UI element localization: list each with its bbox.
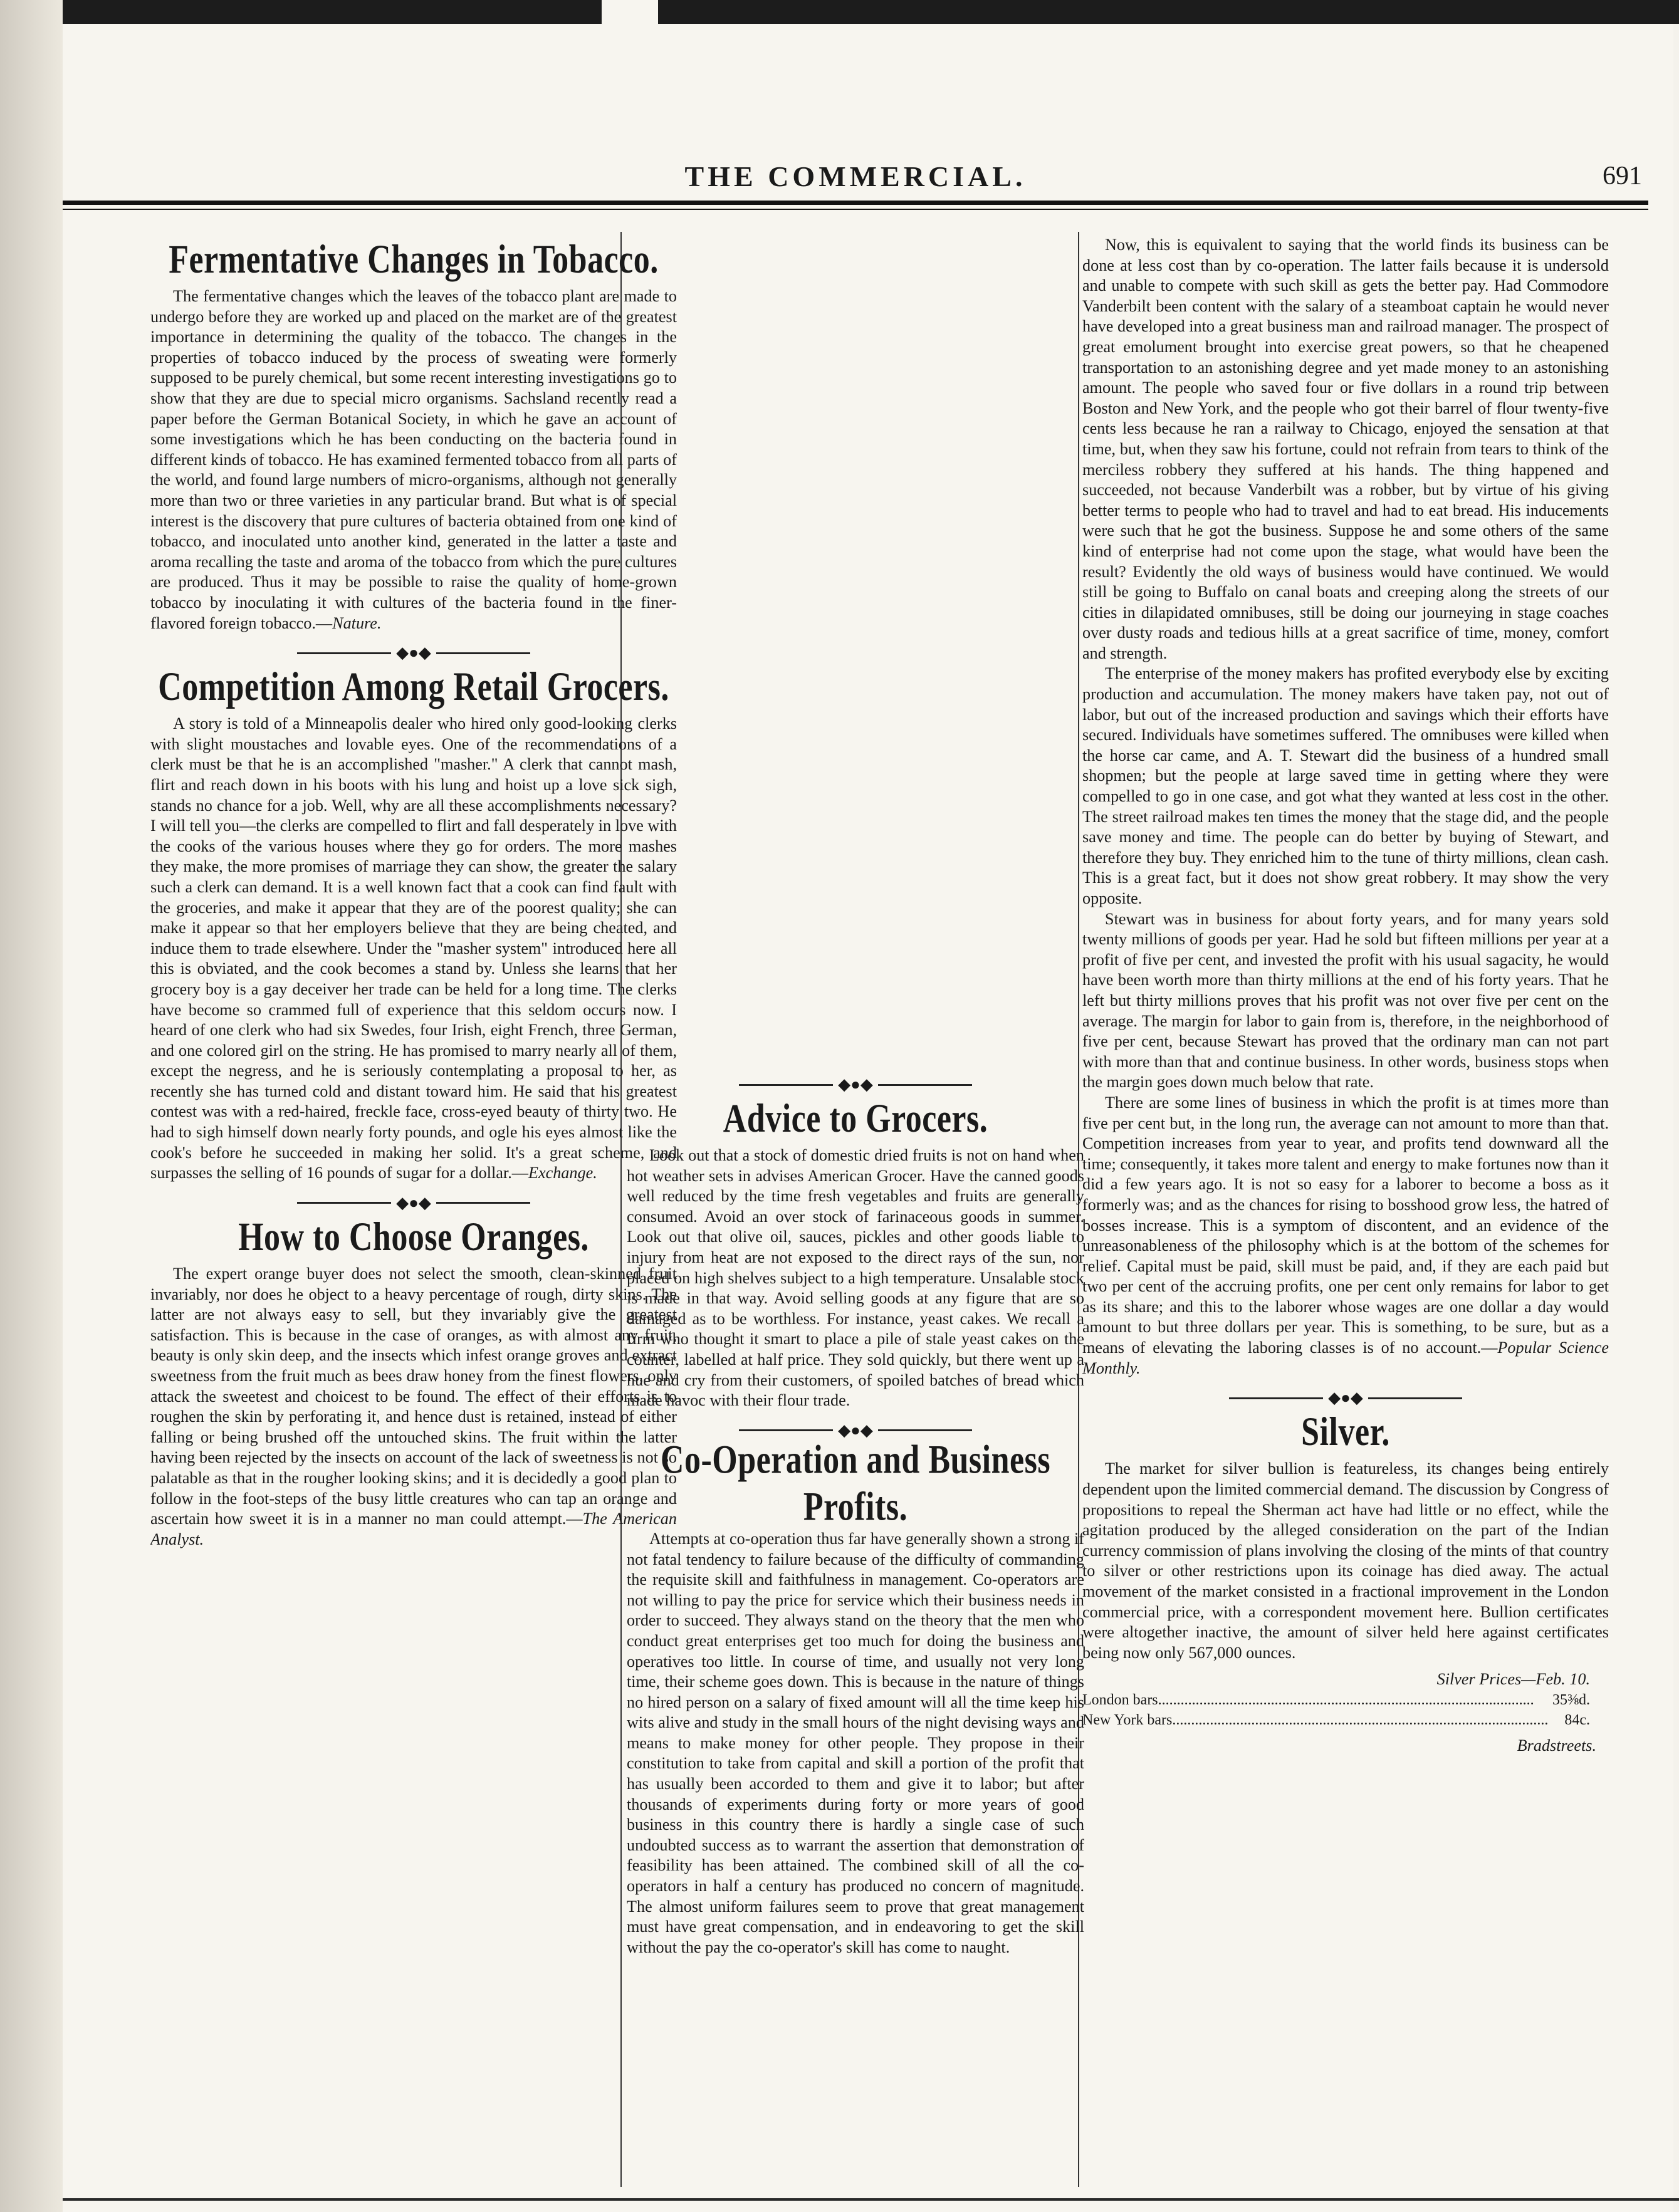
header-rule: [63, 201, 1648, 205]
column-1: [150, 235, 677, 2190]
article-title: Advice to Grocers.: [723, 1096, 988, 1142]
article-paragraph: Now, this is equivalent to saying that the world finds its business can be done at less cost than by co-operation. The latter fails because it is undersold and unable to compete with such skill as gets the better pay. Had Commodore Vanderbilt been content with the salary of a steamboat captain he would never have developed into a great business man and railroad manager. The prospect of great emolument brought into exercise great powers, so that he cheapened transportation to an astonishing degree and yet made money to an astonishing amount. The people who saved four or five dollars in a round trip between Boston and New York, and the people who got their barrel of flour twenty-five cents less because he ran a railway to Chicago, enjoyed the sensation at that time, but, when they saw his fortune, could not refrain from tears to think of the merciless robbery they suffered at his hands. The thing happened and succeeded, not because Vanderbilt was a robber, but by virtue of his giving better terms to people who had to travel and had to eat bread. His inducements were such that he got the business. Suppose he and some others of the same kind of enterprise had not come upon the stage, what would have been the result? Evidently the old ways of business would have continued. We would still be going to Buffalo on canal boats and creeping along the streets of our cities in dilapidated omnibuses, still be doing our journeying in stage coaches over dusty roads and tedious hills at a great sacrifice of time, money, comfort and strength.: [1082, 236, 1609, 662]
article-paragraph: The expert orange buyer does not select the smooth, clean-skinned fruit invariably, nor does he object to a heavy percentage of rough, dirty skins. The latter are not always easy to sell, but they invariably give the greatest satisfaction. This is because in the case of oranges, as with almost any fruit, beauty is only skin deep, and the insects which infest orange groves and extract sweetness from the fruit much as bees draw honey from the finest flowers, only attack the sweetest and choicest to be found. The effect of their efforts is to roughen the skin by perforating it, and hence dust is retained, instead of either falling or being brushed off the untouched skins. The fruit within the latter having been rejected by the insects on account of the lack of sweetness is not so palatable as that in the rougher looking skins; and it is decidedly a good plan to follow in the foot-steps of the busy little creatures who can tap an orange and ascertain how sweet it is in a manner no man could attempt.—The American Analyst.: [150, 1264, 677, 1548]
article-paragraph: The fermentative changes which the leaves of the tobacco plant are made to undergo before they are worked up and placed on the market are of the greatest importance in determining the quality of the tobacco. The changes in the properties of tobacco induced by the process of sweating were formerly supposed to be purely chemical, but some recent interesting investigations go to show that they are due to special micro organisms. Sachsland recently read a paper before the German Botanical Society, in which he gave an account of some investigations which he has been conducting on the bacteria found in different kinds of tobacco. He has examined fermented tobacco from all parts of the world, and found large numbers of micro-organisms, although not generally more than two or three varieties in any particular brand. But what is of special interest is the discovery that pure cultures of bacteria obtained from one kind of tobacco, and inoculated unto another kind, generated in the latter a taste and aroma recalling the taste and aroma of the tobacco from which the pure cultures are produced. Thus it may be possible to raise the quality of home-grown tobacco by inoculating it with cultures of the bacteria found in the finer-flavored foreign tobacco.—Nature.: [150, 287, 677, 632]
silver-prices: [1082, 1669, 1609, 1756]
article-paragraph: A story is told of a Minneapolis dealer who hired only good-looking clerks with slight moustaches and lovable eyes. One of the recommendations of a clerk must be that he is an accomplished "masher." A clerk that cannot mash, flirt and reach down in his boots with his lung and hoist up a love sick sigh, stands no chance for a job. Well, why are all these accomplishments necessary? I will tell you—the clerks are compelled to flirt and fall desperately in love with the cooks of the various houses where they go for orders. The more mashes they make, the more promises of marriage they can show, the greater the salary such a clerk can demand. It is a well known fact that a cook can find fault with the groceries, and make it appear that they are of the poorest quality; she can make it appear so that her employers believe that they are being cheated, and induce them to trade elsewhere. Under the "masher system" introduced here all this is obviated, and the cook becomes a stand by. Unless she learns that her grocery boy is a gay deceiver her trade can be held for a long time. The clerks have become so crammed full of experience that this seldom occurs now. I heard of one clerk who had six Swedes, four Irish, eight French, three German, and one colored girl on the string. He has promised to marry nearly all of them, except the negress, and he is seriously contemplating a proposal to her, as recently she has turned cold and distant toward him. He said that his greatest contest was with a red-haired, freckle face, cross-eyed beauty of thirty two. He had to sigh himself down nearly forty pounds, and ogle his eyes almost like the cook's before he succeeded in making her solid. It's a great scheme, and surpasses the selling of 16 pounds of sugar for a dollar.—Exchange.: [150, 714, 677, 1182]
section-ornament: ◆●◆: [1082, 1387, 1609, 1407]
article-source: Popular Science Monthly.: [1082, 1338, 1609, 1377]
prices-title: Silver Prices—Feb. 10.: [1436, 1670, 1590, 1689]
price-row: London bars .................................................................................................... 35⅜d.: [1082, 1691, 1590, 1708]
scan-bottom-border: [63, 2198, 1679, 2201]
masthead: THE COMMERCIAL.: [684, 160, 1027, 192]
column-2: [627, 1065, 1084, 2193]
article-paragraph: The enterprise of the money makers has profited everybody else by exciting production and accumulation. The money makers have taken pay, not out of labor, but out of the increased production and savings which their efforts have secured. Individuals have sometimes suffered. The omnibuses were killed when the horse car came, and A. T. Stewart did the business of a hundred small shopmen; but the people at large saved time in getting where they were compelled to go in one case, and got what they wanted at less cost in the other. The street railroad makes ten times the money that the stage did, and the people save money and time. The people can do better by buying of Stewart, and therefore they buy. They enriched him to the tune of thirty millions, clean cash. This is a great fact, but it does not show great robbery. It may show the very opposite.: [1082, 664, 1609, 907]
section-ornament: ◆●◆: [627, 1074, 1084, 1094]
article-paragraph: Attempts at co-operation thus far have generally shown a strong if not fatal tendency to failure because of the difficulty of commanding the requisite skill and faithfulness in management. Co-operators are not willing to pay the price for service which their business needs in order to succeed. They always stand on the theory that the men who conduct great enterprises get too much for doing the business and operatives too little. In course of time, and usually not very long time, their scheme goes down. This is because in the nature of things no hired person on a salary of fixed amount will all the time keep his wits alive and study in the small hours of the night devising ways and means to make money for other people. They propose in their constitution to take from capital and skill a portion of the profit that has usually been accorded to them and give it to labor; but after thousands of experiments during forty or more years of good business in this country there is hardly a single case of such undoubted success as to warrant the assertion that demonstration of feasibility has been attained. The combined skill of all the co-operators in half a century has produced no concern of magnitude. The almost uniform failures seem to prove that great management must have great compensation, and in endeavoring to get the skill without the pay the co-operator's skill has come to naught.: [627, 1529, 1084, 1956]
article-title: Fermentative Changes in Tobacco.: [169, 237, 659, 282]
article-source: Bradstreets.: [1517, 1736, 1596, 1755]
scan-top-border: [63, 0, 1679, 24]
section-ornament: ◆●◆: [627, 1420, 1084, 1440]
article-source: The American Analyst.: [150, 1510, 677, 1548]
article-title: How to Choose Oranges.: [238, 1214, 589, 1260]
page-number: 691: [1603, 162, 1642, 190]
article-title: Co-Operation and Business Profits.: [660, 1437, 1051, 1530]
page-header: [63, 160, 1648, 197]
article-paragraph: Stewart was in business for about forty years, and for many years sold twenty millions of goods per year. Had he sold but fifteen millions per year at a profit of five per cent, and invested the profit with his usual sagacity, he would have been worth more than thirty millions at the end of his forty years. That he left but thirty millions proves that his profit was not over five per cent on the average. The margin for labor to gain from is, therefore, in the neighborhood of five per cent, because Stewart has proved that the ordinary man can not part with more than that and continue business. In other words, business stops when the margin goes down much below that rate.: [1082, 909, 1609, 1092]
header-rule-thin: [63, 209, 1648, 210]
article-title: Silver.: [1301, 1410, 1390, 1455]
article-source: Exchange.: [528, 1164, 597, 1182]
page-edge-shadow: [0, 0, 63, 2212]
article-paragraph: Look out that a stock of domestic dried fruits is not on hand when hot weather sets in advises American Grocer. Have the canned goods well reduced by the time fresh vegetables and fruits are generally consumed. Avoid an over stock of farinaceous goods in summer. Look out that olive oil, sauces, pickles and other goods liable to injury from heat are not exposed to the direct rays of the sun, nor placed on high shelves subject to a high temperature. Unsalable stock is made in that way. Avoid selling goods at any figure that are so damaged as to be worthless. For instance, yeast cakes. We recall a firm who thought it smart to place a pile of stale yeast cakes on the counter, labelled at half price. They sold quickly, but there went up a hue and cry from their customers, of spoiled batches of bread which made havoc with their flour trade.: [627, 1146, 1084, 1410]
article-paragraph: There are some lines of business in which the profit is at times more than five per cent but, in the long run, the average can not amount to more than that. Competition increases from year to year, and profits tend downward all the time; consequently, it takes more talent and energy to make fortunes now than it did a few years ago. It is not so easy for a laborer to become a boss as it formerly was; and as the chances for rising to bosshood grow less, the hatred of bosses increase. This is a symptom of discontent, and an evidence of the unreasonableness of the philosophy which is at the bottom of the schemes for relief. Capital must be paid, skill must be paid, and, if they are each paid but two per cent of the accruing profits, one per cent only remains for labor to get as its share; and this to the laborer whose wages are one dollar a day would amount to but three dollars per year. This is something, to be sure, but as a means of elevating the laboring classes is of no account.—Popular Science Monthly.: [1082, 1093, 1609, 1377]
article-paragraph: The market for silver bullion is featureless, its changes being entirely dependent upon the limited commercial demand. The discussion by Congress of propositions to repeal the Sherman act have had little or no effect, while the agitation produced by the alleged consideration on the part of the Indian currency commission of plans involving the closing of the mints of that country to silver or other restrictions upon its coinage has died away. The actual movement of the market consisted in a fractional improvement in the London commercial price, with a correspondent movement here. Bullion certificates were altogether inactive, the amount of silver held here against certificates being now only 567,000 ounces.: [1082, 1459, 1609, 1662]
price-row: New York bars .................................................................................................... 84c.: [1082, 1712, 1590, 1729]
article-source: Nature.: [332, 613, 382, 632]
section-ornament: ◆●◆: [150, 1192, 677, 1213]
section-ornament: ◆●◆: [150, 642, 677, 662]
article-title: Competition Among Retail Grocers.: [158, 664, 669, 710]
column-3: [1082, 235, 1609, 2190]
